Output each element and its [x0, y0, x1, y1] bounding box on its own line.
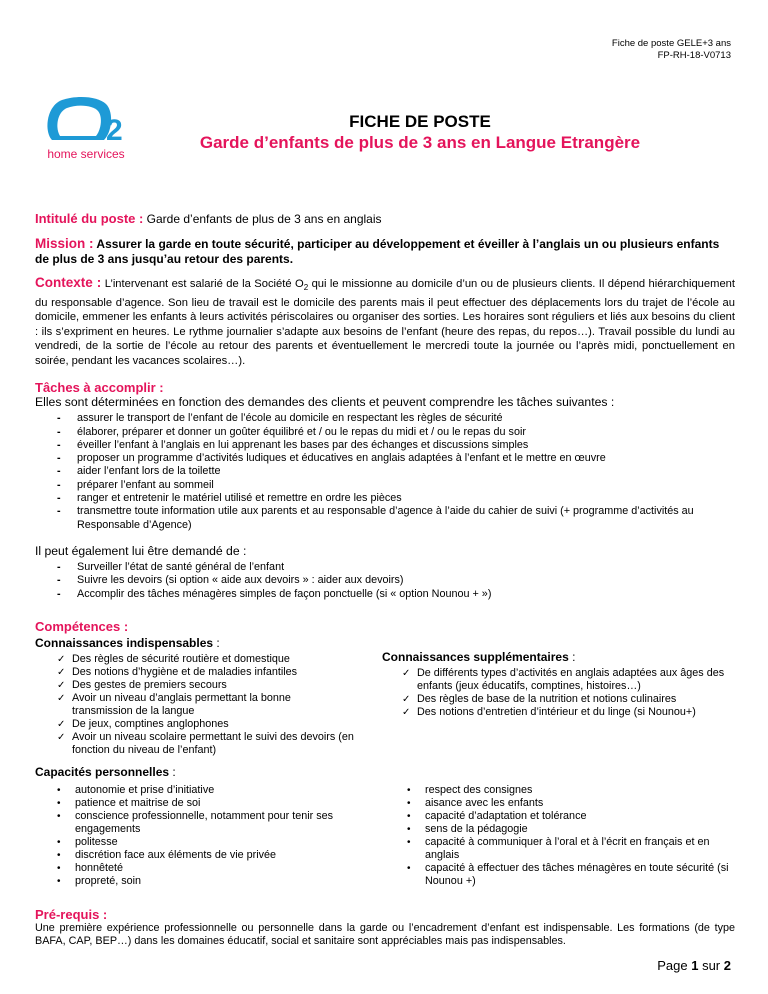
- list-item: - transmettre toute information utile aux parents et au responsable d’agence à l’aide du cahier de suivi (+ programme d’activités au Responsable d’Agence): [77, 505, 735, 532]
- current-page: 1: [691, 958, 699, 973]
- list-item: - Accomplir des tâches ménagères simples de façon ponctuelle (si « option Nounou + »): [77, 588, 735, 601]
- list-item: • autonomie et prise d’initiative: [57, 784, 355, 797]
- document-subtitle: Garde d’enfants de plus de 3 ans en Langue Etrangère: [199, 133, 641, 152]
- list-item: • capacité d’adaptation et tolérance: [407, 810, 730, 823]
- company-logo: [38, 92, 138, 164]
- list-item: - assurer le transport de l’enfant de l’école au domicile en respectant les règles de sécurité: [77, 412, 735, 425]
- list-item: • capacité à communiquer à l’oral et à l’écrit en français et en anglais: [407, 836, 730, 862]
- list-item: ✓ Avoir un niveau scolaire permettant le suivi des devoirs (en fonction du niveau de l’enfant): [57, 731, 365, 757]
- taches-intro: Elles sont déterminées en fonction des demandes des clients et peuvent comprendre les tâches suivantes :: [35, 395, 615, 410]
- contexte-text-1: L’intervenant est salarié de la Société O: [101, 278, 304, 290]
- list-item: - ranger et entretenir le matériel utilisé et remettre en ordre les pièces: [77, 492, 735, 505]
- capacites-right-column: [385, 781, 730, 888]
- intitule-heading: Intitulé du poste :: [35, 211, 144, 226]
- list-item: ✓ Des notions d’hygiène et de maladies infantiles: [57, 666, 365, 679]
- list-item: ✓ De jeux, comptines anglophones: [57, 718, 365, 731]
- list-item: • discrétion face aux éléments de vie privée: [57, 849, 355, 862]
- list-item: - élaborer, préparer et donner un goûter équilibré et / ou le repas du midi et / ou le repas du soir: [77, 426, 735, 439]
- list-item: • capacité à effectuer des tâches ménagères en toute sécurité (si Nounou +): [407, 862, 730, 888]
- taches-extra-intro: Il peut également lui être demandé de :: [35, 543, 247, 558]
- list-item: • respect des consignes: [407, 784, 730, 797]
- list-item: ✓ Avoir un niveau d’anglais permettant la bonne transmission de la langue: [57, 692, 365, 718]
- prerequis-section: [35, 907, 735, 949]
- page-number: Page 1 sur 2: [657, 958, 731, 973]
- indispensables-heading: Connaissances indispensables: [35, 635, 214, 650]
- list-item: • politesse: [57, 836, 355, 849]
- list-item: • conscience professionnelle, notamment pour tenir ses engagements: [57, 810, 355, 836]
- taches-extra-list: [35, 561, 735, 601]
- list-item: ✓ De différents types d’activités en anglais adaptées aux âges des enfants (jeux éducatifs, comptines, histoires…): [402, 667, 732, 693]
- total-pages: 2: [723, 958, 731, 973]
- list-item: ✓ Des gestes de premiers secours: [57, 679, 365, 692]
- competences-section: [35, 619, 735, 899]
- taches-section: [35, 380, 735, 601]
- capacites-columns: [35, 781, 735, 899]
- list-item: • propreté, soin: [57, 875, 355, 888]
- reference-line-2: FP-RH-18-V0713: [657, 50, 731, 61]
- list-item: ✓ Des règles de sécurité routière et domestique: [57, 653, 365, 666]
- list-item: - éveiller l’enfant à l’anglais en lui apprenant les bases par des échanges et discussions simples: [77, 439, 735, 452]
- capacites-right-list: [385, 784, 730, 888]
- contexte-text-2: qui le missionne au domicile d’un ou de plusieurs clients. Il dépend hiérarchiquement du responsable d’agence. Son lieu de travail est le domicile des parents mais il peut effectuer des déplacements lors du trajet de l’école au domicile, emmener les enfants à leurs activités périscolaires ou organiser des sorties. Les horaires sont réguliers et liés aux besoins du client : ils s’expriment en heures. Le rythme journalier s’adapte aux besoins de l’enfant (heure des repas, du repos…). Travail possible du lundi au vendredi, de la sortie de l’école au retour des parents et éventuellement le mercredi toute la journée ou l’après midi, ponctuellement en soirée, pendant les vacances scolaires…).: [35, 278, 735, 367]
- prerequis-text: Une première expérience professionnelle ou personnelle dans la garde ou l’encadrement d’enfant est indispensable. Les formations (de type BAFA, CAP, BEP…) dans les domaines éducatif, social et sanitaire sont appréciables mais pas indispensables.: [35, 921, 735, 948]
- list-item: - préparer l’enfant au sommeil: [77, 479, 735, 492]
- capacites-left-column: [35, 781, 355, 888]
- prerequis-heading: Pré-requis :: [35, 906, 108, 922]
- competences-heading: Compétences :: [35, 618, 129, 634]
- intitule-text: Garde d’enfants de plus de 3 ans en anglais: [143, 212, 382, 226]
- list-item: • patience et maitrise de soi: [57, 797, 355, 810]
- mission-text: Assurer la garde en toute sécurité, participer au développement et éveiller à l’anglais un ou plusieurs enfants de plus de 3 ans jusqu’au retour des parents.: [35, 237, 720, 266]
- capacites-heading: Capacités personnelles: [35, 764, 170, 779]
- taches-heading: Tâches à accomplir :: [35, 380, 164, 396]
- capacites-left-list: [35, 784, 355, 888]
- title-block: [140, 111, 700, 153]
- reference-line-1: Fiche de poste GELE+3 ans: [611, 38, 731, 49]
- document-reference: [612, 38, 731, 62]
- taches-list: [35, 412, 735, 532]
- mission-heading: Mission :: [35, 236, 94, 251]
- intitule-section: [35, 210, 735, 228]
- supplementaires-column: Connaissances supplémentaires : ✓ De différents types d’activités en anglais adaptées aux âges des enfants (jeux éducatifs, comptines, histoires…) ✓ Des règles de base de la nutrition et notions culinaires ✓ Des notions d’entretien d’intérieur et du linge (si Nounou+): [382, 648, 732, 719]
- list-item: - aider l’enfant lors de la toilette: [77, 465, 735, 478]
- svg-text:2: 2: [106, 114, 123, 147]
- list-item: ✓ Des notions d’entretien d’intérieur et du linge (si Nounou+): [402, 706, 732, 719]
- mission-section: [35, 236, 735, 267]
- supplementaires-list: [382, 667, 732, 719]
- connaissances-columns: [35, 634, 735, 756]
- list-item: • sens de la pédagogie: [407, 823, 730, 836]
- indispensables-list: [35, 653, 365, 757]
- content: [35, 210, 735, 949]
- indispensables-column: Connaissances indispensables : ✓ Des règles de sécurité routière et domestique ✓ Des notions d’hygiène et de maladies infantiles ✓ Des gestes de premiers secours ✓ Avoir un niveau d’anglais permettant la bonne transmission de la langue ✓ De jeux, comptines anglophones ✓ Avoir un niveau scolaire permettant le suivi des devoirs (en fonction du niveau de l’enfant): [35, 634, 365, 757]
- document-title: FICHE DE POSTE: [349, 112, 491, 131]
- list-item: - proposer un programme d’activités ludiques et éducatives en anglais adaptées à l’enfant et le mettre en œuvre: [77, 452, 735, 465]
- list-item: • honnêteté: [57, 862, 355, 875]
- list-item: - Suivre les devoirs (si option « aide aux devoirs » : aider aux devoirs): [77, 574, 735, 587]
- list-item: - Surveiller l’état de santé général de l’enfant: [77, 561, 735, 574]
- list-item: ✓ Des règles de base de la nutrition et notions culinaires: [402, 693, 732, 706]
- svg-text:home services: home services: [47, 147, 125, 161]
- contexte-heading: Contexte :: [35, 275, 102, 290]
- list-item: • aisance avec les enfants: [407, 797, 730, 810]
- contexte-subscript: 2: [303, 283, 309, 293]
- contexte-section: [35, 276, 735, 368]
- supplementaires-heading: Connaissances supplémentaires: [382, 649, 569, 664]
- capacites-block: Capacités personnelles : • autonomie et prise d’initiative • patience et maitrise de soi • conscience professionnelle, notamment pour tenir ses engagements • politesse • discrétion face aux éléments de vie privée • honnêteté • propreté, soin • respect des consignes • aisance avec les enfants • capacité d’adaptation et tolérance • sens de la pédagogie • capacité à communiquer à l’oral et à l’écrit en français et en anglais • capacité à effectuer des tâches ménagères en toute sécurité (si Nounou +): [35, 763, 735, 899]
- o2-logo-icon: [38, 92, 138, 164]
